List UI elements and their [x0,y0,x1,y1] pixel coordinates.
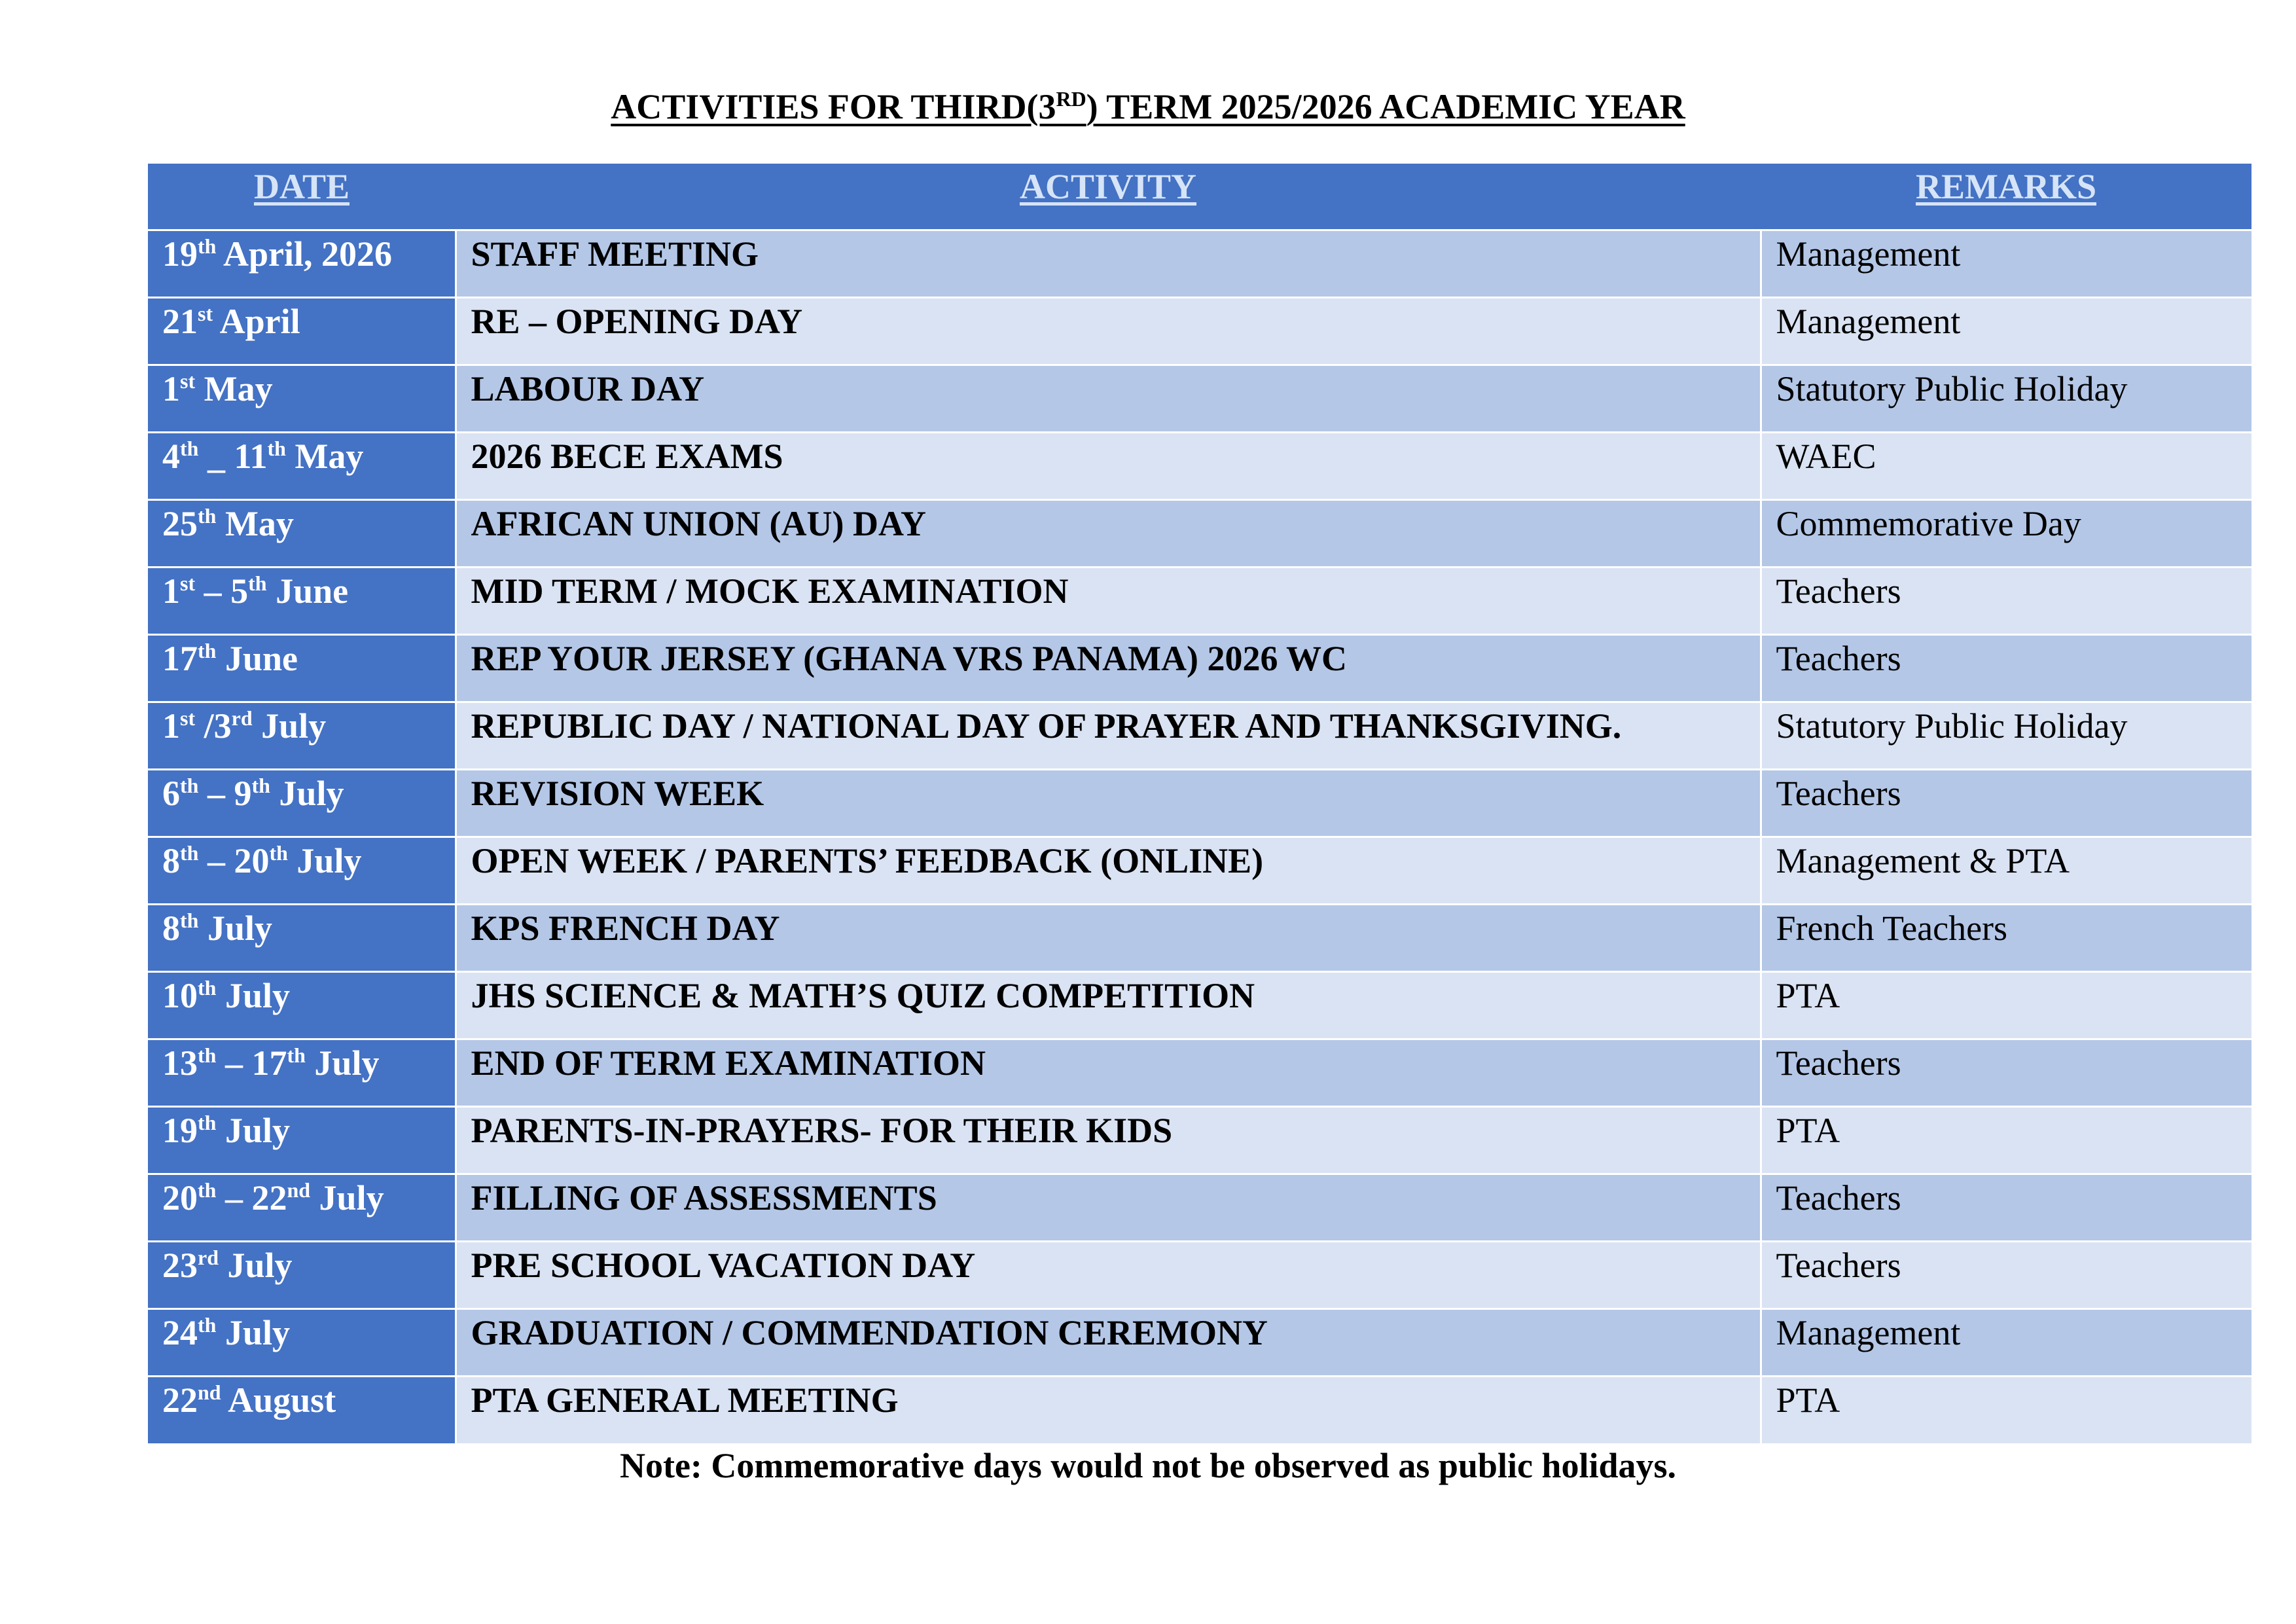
date-ordinal-suffix: th [198,503,217,528]
date-text: August [221,1380,336,1420]
date-text: 19 [162,1110,198,1150]
cell-remarks: Statutory Public Holiday [1761,365,2251,432]
cell-activity: PRE SCHOOL VACATION DAY [456,1241,1761,1308]
date-text: 17 [162,638,198,678]
table-row [148,971,2251,1039]
cell-date [148,904,456,971]
title-superscript: RD [1056,87,1086,111]
cell-activity: MID TERM / MOCK EXAMINATION [456,567,1761,634]
cell-activity: OPEN WEEK / PARENTS’ FEEDBACK (ONLINE) [456,837,1761,904]
cell-date [148,499,456,567]
cell-activity: STAFF MEETING [456,230,1761,297]
table-row [148,837,2251,904]
table-row [148,1106,2251,1174]
date-text: 25 [162,503,198,543]
date-ordinal-suffix: th [180,436,199,460]
date-ordinal-suffix: th [180,908,199,932]
cell-date [148,230,456,297]
cell-activity: JHS SCIENCE & MATH’S QUIZ COMPETITION [456,971,1761,1039]
table-row [148,499,2251,567]
date-ordinal-suffix: th [198,1312,217,1337]
date-ordinal-suffix: nd [198,1380,221,1404]
cell-activity: GRADUATION / COMMENDATION CEREMONY [456,1308,1761,1376]
cell-remarks: PTA [1761,1376,2251,1443]
page-title [0,86,2296,127]
date-ordinal-suffix: th [198,234,217,258]
date-text: July [219,1245,293,1285]
cell-date [148,702,456,769]
cell-remarks: French Teachers [1761,904,2251,971]
date-text: June [216,638,298,678]
cell-date [148,971,456,1039]
cell-activity: RE – OPENING DAY [456,297,1761,365]
cell-remarks: Teachers [1761,567,2251,634]
date-ordinal-suffix: th [248,571,267,595]
date-ordinal-suffix: th [180,773,199,797]
date-text: July [287,840,362,880]
date-ordinal-suffix: rd [198,1245,219,1269]
table-row [148,702,2251,769]
date-text: July [198,908,272,948]
date-text: 6 [162,773,180,813]
date-text: April, 2026 [216,234,392,274]
table-row [148,1241,2251,1308]
date-text: _ 11 [198,436,268,476]
date-text: 19 [162,234,198,274]
cell-activity: 2026 BECE EXAMS [456,432,1761,499]
date-ordinal-suffix: th [251,773,270,797]
cell-activity: END OF TERM EXAMINATION [456,1039,1761,1106]
date-text: June [266,571,349,611]
cell-remarks: Management [1761,230,2251,297]
table-body [148,230,2251,1443]
date-ordinal-suffix: th [198,1178,217,1202]
date-text: 8 [162,840,180,880]
cell-date [148,634,456,702]
date-text: 22 [162,1380,198,1420]
cell-activity: AFRICAN UNION (AU) DAY [456,499,1761,567]
cell-date [148,1106,456,1174]
date-text: 1 [162,369,180,408]
date-ordinal-suffix: rd [231,706,253,730]
table-row [148,365,2251,432]
cell-date [148,1376,456,1443]
table-header-row [148,164,2251,230]
cell-remarks: PTA [1761,971,2251,1039]
cell-activity: REVISION WEEK [456,769,1761,837]
header-remarks: REMARKS [1761,164,2251,230]
cell-remarks: Management [1761,297,2251,365]
date-ordinal-suffix: th [198,975,217,1000]
date-text: July [216,1312,290,1352]
date-text: – 22 [216,1178,287,1218]
cell-activity: PARENTS-IN-PRAYERS- FOR THEIR KIDS [456,1106,1761,1174]
date-text: April [213,301,300,341]
cell-remarks: Commemorative Day [1761,499,2251,567]
date-ordinal-suffix: th [198,638,217,662]
date-ordinal-suffix: st [180,571,196,595]
date-ordinal-suffix: th [269,840,288,865]
cell-date [148,567,456,634]
table-row [148,230,2251,297]
table-row [148,634,2251,702]
cell-remarks: Teachers [1761,634,2251,702]
cell-remarks: Teachers [1761,1241,2251,1308]
date-text: July [216,975,290,1015]
date-text: 21 [162,301,198,341]
cell-activity: REPUBLIC DAY / NATIONAL DAY OF PRAYER AND THANKSGIVING. [456,702,1761,769]
cell-remarks: Teachers [1761,1174,2251,1241]
date-ordinal-suffix: nd [287,1178,311,1202]
cell-date [148,769,456,837]
table-row [148,1308,2251,1376]
date-text: – 20 [198,840,270,880]
cell-remarks: Management [1761,1308,2251,1376]
date-text: July [216,1110,290,1150]
cell-activity: KPS FRENCH DAY [456,904,1761,971]
date-text: May [195,369,273,408]
cell-date [148,1241,456,1308]
date-text: July [270,773,344,813]
cell-activity: LABOUR DAY [456,365,1761,432]
cell-date [148,837,456,904]
date-text: – 17 [216,1043,287,1083]
date-text: – 9 [198,773,252,813]
cell-activity: FILLING OF ASSESSMENTS [456,1174,1761,1241]
footnote: Note: Commemorative days would not be observed as public holidays. [619,1446,1677,1485]
table-row [148,1039,2251,1106]
date-ordinal-suffix: th [198,1110,217,1134]
cell-remarks: PTA [1761,1106,2251,1174]
cell-date [148,432,456,499]
table-row [148,904,2251,971]
title-suffix: ) TERM 2025/2026 ACADEMIC YEAR [1086,87,1685,126]
date-text: 8 [162,908,180,948]
date-text: 1 [162,706,180,746]
activities-table [148,164,2251,1443]
date-ordinal-suffix: st [198,301,213,325]
date-text: 10 [162,975,198,1015]
date-ordinal-suffix: th [267,436,286,460]
cell-remarks: WAEC [1761,432,2251,499]
cell-remarks: Teachers [1761,1039,2251,1106]
date-text: 1 [162,571,180,611]
date-text: 4 [162,436,180,476]
date-ordinal-suffix: th [180,840,199,865]
date-text: July [305,1043,380,1083]
date-ordinal-suffix: th [198,1043,217,1067]
cell-date [148,297,456,365]
date-text: 13 [162,1043,198,1083]
cell-date [148,365,456,432]
cell-date [148,1308,456,1376]
date-text: /3 [195,706,232,746]
date-text: 24 [162,1312,198,1352]
date-text: May [285,436,364,476]
cell-remarks: Statutory Public Holiday [1761,702,2251,769]
date-text: May [216,503,294,543]
title-prefix: ACTIVITIES FOR THIRD(3 [611,87,1056,126]
date-text: 23 [162,1245,198,1285]
date-text: – 5 [195,571,249,611]
date-ordinal-suffix: st [180,706,196,730]
date-ordinal-suffix: th [287,1043,306,1067]
header-date: DATE [148,164,456,230]
cell-activity: REP YOUR JERSEY (GHANA VRS PANAMA) 2026 WC [456,634,1761,702]
table-row [148,1174,2251,1241]
date-text: July [310,1178,384,1218]
table-row [148,567,2251,634]
cell-remarks: Management & PTA [1761,837,2251,904]
table-row [148,432,2251,499]
cell-remarks: Teachers [1761,769,2251,837]
date-ordinal-suffix: st [180,369,196,393]
header-activity: ACTIVITY [456,164,1761,230]
cell-date [148,1174,456,1241]
table-row [148,769,2251,837]
table-row [148,1376,2251,1443]
cell-date [148,1039,456,1106]
cell-activity: PTA GENERAL MEETING [456,1376,1761,1443]
date-text: July [252,706,327,746]
date-text: 20 [162,1178,198,1218]
table-row [148,297,2251,365]
